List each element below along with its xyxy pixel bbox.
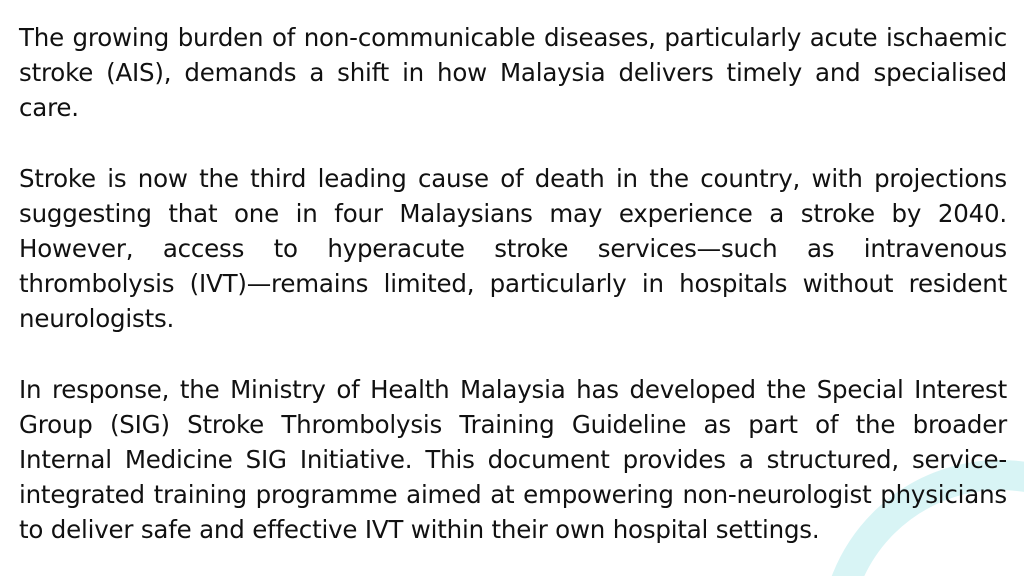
paragraph-response: In response, the Ministry of Health Malaysia has developed the Special Interest Group (SIG) Stroke Thrombolysis Training Guideline as part of the broader Internal Medicine SIG Initiative. This document provides a structured, service-integrated training programme aimed at empowering non-neurologist physicians to deliver safe and effective IVT within their own hospital settings. — [19, 374, 1007, 545]
paragraph-stroke-burden: Stroke is now the third leading cause of death in the country, with projections suggesting that one in four Malaysians may experience a stroke by 2040. However, access to hyperacute stroke services—such as intravenous thrombolysis (IVT)—remains limited, particularly in hospitals without resident neurologists. — [19, 163, 1007, 334]
document-body — [19, 20, 1007, 583]
paragraph-intro: The growing burden of non-communicable diseases, particularly acute ischaemic stroke (AIS), demands a shift in how Malaysia delivers timely and specialised care. — [19, 23, 1007, 123]
